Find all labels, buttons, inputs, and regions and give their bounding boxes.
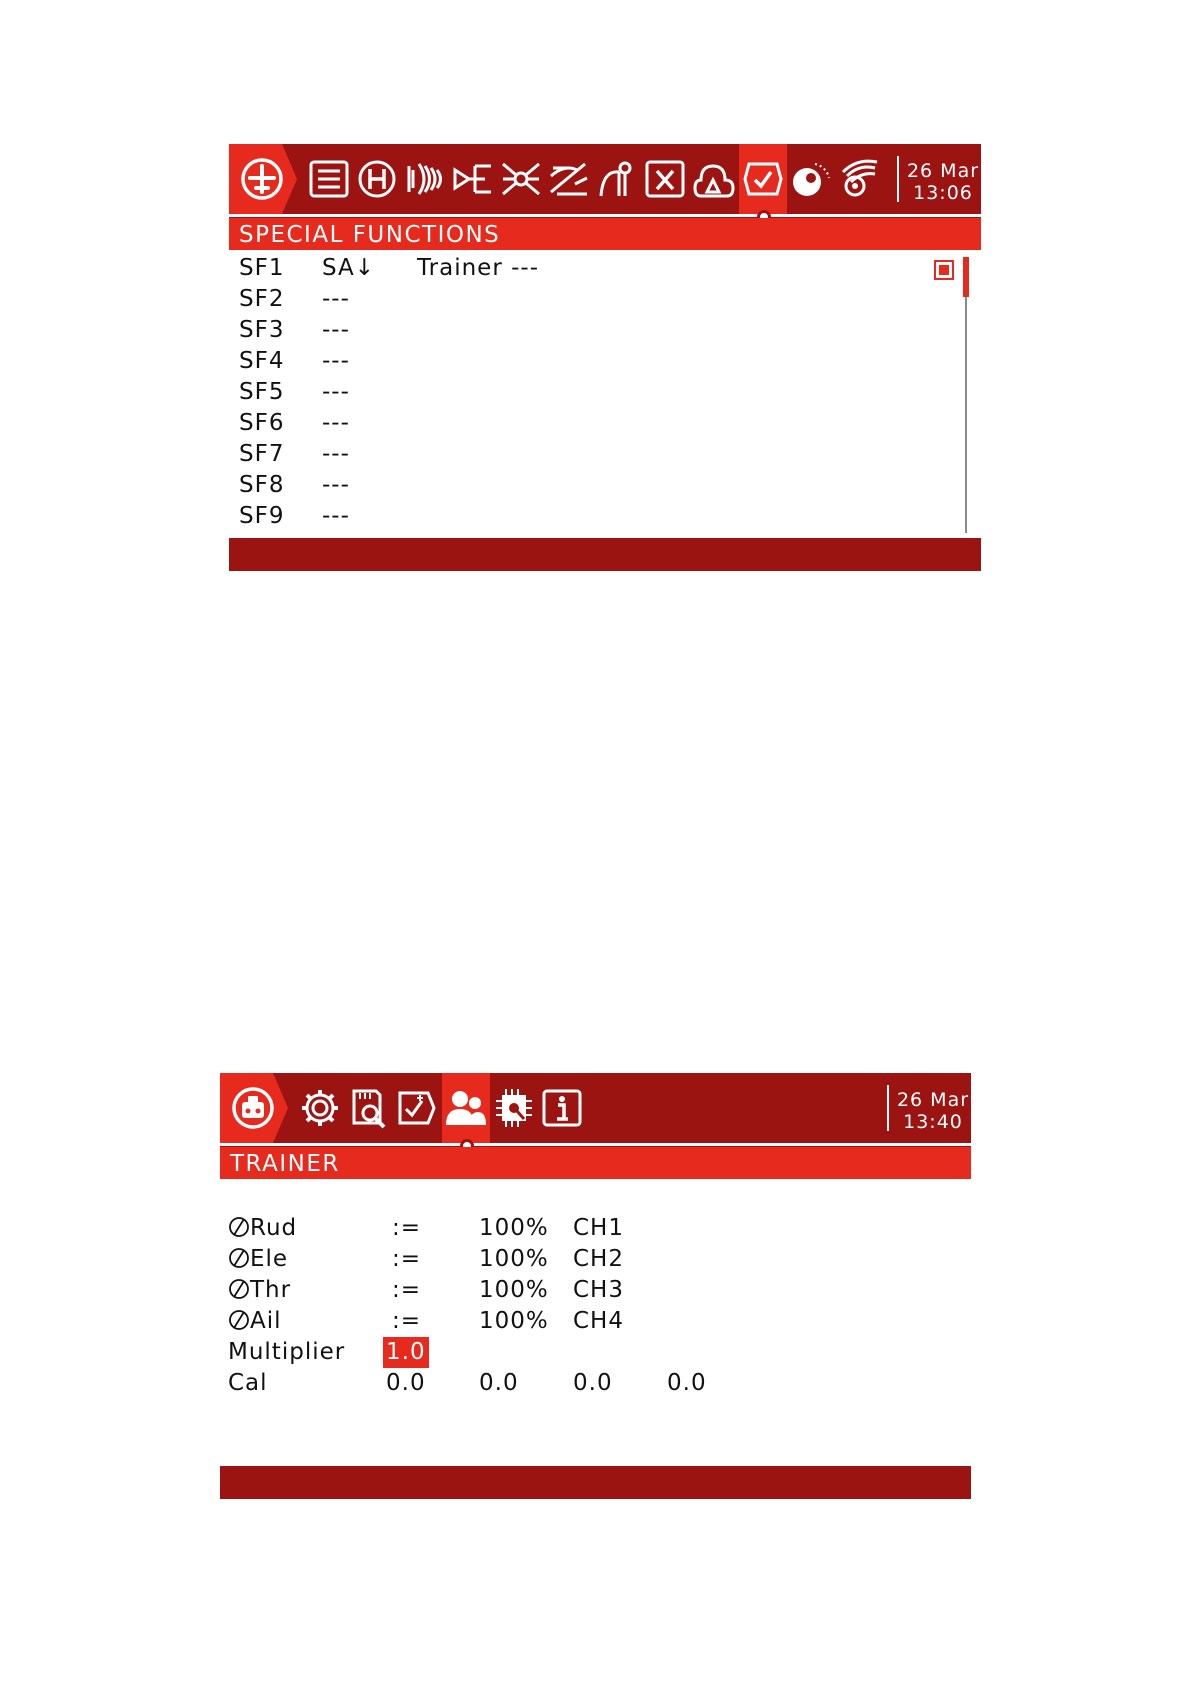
airplane-icon[interactable] [239, 156, 285, 202]
bottom-bar [229, 538, 981, 571]
trainer-channel-row[interactable] [220, 1306, 971, 1337]
cal-value: 0.0 [386, 1370, 426, 1396]
channel-name [228, 1244, 288, 1275]
sf-switch[interactable]: --- [322, 379, 350, 405]
sf-id: SF4 [239, 348, 285, 374]
sf-id: SF1 [239, 255, 285, 281]
channel-source[interactable]: CH1 [573, 1215, 624, 1241]
top-menu-bar [220, 1073, 971, 1147]
channel-source[interactable]: CH2 [573, 1246, 624, 1272]
settings-gear-icon[interactable] [298, 1085, 342, 1131]
clock-separator [887, 1085, 889, 1131]
channel-name [228, 1306, 282, 1337]
channel-mode[interactable]: := [392, 1215, 422, 1241]
sf-switch[interactable]: SA↓ [322, 255, 376, 281]
cal-label: Cal [228, 1370, 268, 1396]
clock [895, 1089, 971, 1133]
sf-switch[interactable]: --- [322, 410, 350, 436]
sf-id: SF9 [239, 503, 285, 529]
checklist-icon[interactable] [394, 1085, 438, 1131]
clock-time: 13:06 [913, 182, 973, 204]
stick-icon [228, 1247, 250, 1269]
trainer-channel-row[interactable] [220, 1244, 971, 1275]
hardware-chip-icon[interactable] [492, 1085, 536, 1131]
multiplier-label: Multiplier [228, 1339, 346, 1365]
sf-id: SF6 [239, 410, 285, 436]
cal-value: 0.0 [573, 1370, 613, 1396]
trainer-screen [220, 1073, 971, 1499]
sf-switch[interactable]: --- [322, 286, 350, 312]
clock-date: 26 Mar [896, 1089, 970, 1111]
trainer-channel-row[interactable] [220, 1275, 971, 1306]
sf-id: SF5 [239, 379, 285, 405]
clock [905, 160, 981, 204]
sf-id: SF3 [239, 317, 285, 343]
page-title-bar [220, 1147, 971, 1179]
page-title: TRAINER [230, 1151, 340, 1177]
sf-switch[interactable]: --- [322, 472, 350, 498]
trainer-channel-row[interactable] [220, 1213, 971, 1244]
channel-name-label: Ail [250, 1308, 282, 1334]
channel-name [228, 1275, 291, 1306]
channel-source[interactable]: CH3 [573, 1277, 624, 1303]
sf-switch[interactable]: --- [322, 503, 350, 529]
page-title-bar [229, 218, 981, 250]
clock-separator [897, 156, 899, 202]
channel-mode[interactable]: := [392, 1308, 422, 1334]
sf1-enabled-checkbox[interactable] [934, 260, 954, 280]
special-functions-screen [229, 144, 981, 571]
scrollbar-track[interactable] [965, 257, 967, 533]
top-menu-bar [229, 144, 981, 218]
channel-weight[interactable]: 100% [479, 1277, 549, 1303]
sf-id: SF7 [239, 441, 285, 467]
telemetry-icon[interactable] [789, 156, 833, 202]
curves-icon[interactable] [595, 156, 639, 202]
stick-icon [228, 1309, 250, 1331]
helicopter-mode-icon[interactable] [355, 156, 399, 202]
calibration-row [220, 1368, 971, 1399]
stick-icon [228, 1278, 250, 1300]
channel-source[interactable]: CH4 [573, 1308, 624, 1334]
radio-icon[interactable] [230, 1085, 276, 1131]
topbar-divider [220, 1143, 971, 1146]
channel-weight[interactable]: 100% [479, 1246, 549, 1272]
channel-weight[interactable]: 100% [479, 1308, 549, 1334]
channel-name-label: Rud [250, 1215, 298, 1241]
clock-time: 13:40 [903, 1111, 963, 1133]
sf-id: SF2 [239, 286, 285, 312]
topbar-divider [229, 214, 981, 217]
sf-id: SF8 [239, 472, 285, 498]
channel-name [228, 1213, 297, 1244]
sf-switch[interactable]: --- [322, 348, 350, 374]
channel-name-label: Ele [250, 1246, 289, 1272]
logical-switches-icon[interactable] [691, 156, 735, 202]
clock-date: 26 Mar [906, 160, 980, 182]
trainer-users-icon[interactable] [444, 1085, 488, 1131]
inputs-icon[interactable] [451, 156, 495, 202]
cal-value: 0.0 [479, 1370, 519, 1396]
sf-switch[interactable]: --- [322, 317, 350, 343]
page-title: SPECIAL FUNCTIONS [239, 222, 501, 248]
sound-waves-icon[interactable] [403, 156, 447, 202]
multiplier-value[interactable]: 1.0 [383, 1337, 429, 1368]
special-functions-icon[interactable] [741, 156, 785, 202]
scrollbar-thumb[interactable] [963, 257, 969, 297]
display-icon[interactable] [837, 156, 881, 202]
sf-action[interactable]: Trainer --- [417, 255, 540, 281]
bottom-bar [220, 1466, 971, 1499]
info-icon[interactable] [540, 1085, 584, 1131]
channel-name-label: Thr [250, 1277, 292, 1303]
channel-mode[interactable]: := [392, 1246, 422, 1272]
channel-mode[interactable]: := [392, 1277, 422, 1303]
multiplier-row [220, 1337, 971, 1368]
list-icon[interactable] [307, 156, 351, 202]
stick-icon [228, 1216, 250, 1238]
global-variables-icon[interactable] [643, 156, 687, 202]
channel-weight[interactable]: 100% [479, 1215, 549, 1241]
outputs-icon[interactable] [547, 156, 591, 202]
sf-switch[interactable]: --- [322, 441, 350, 467]
sd-card-search-icon[interactable] [346, 1085, 390, 1131]
cal-value: 0.0 [667, 1370, 707, 1396]
mixer-icon[interactable] [499, 156, 543, 202]
